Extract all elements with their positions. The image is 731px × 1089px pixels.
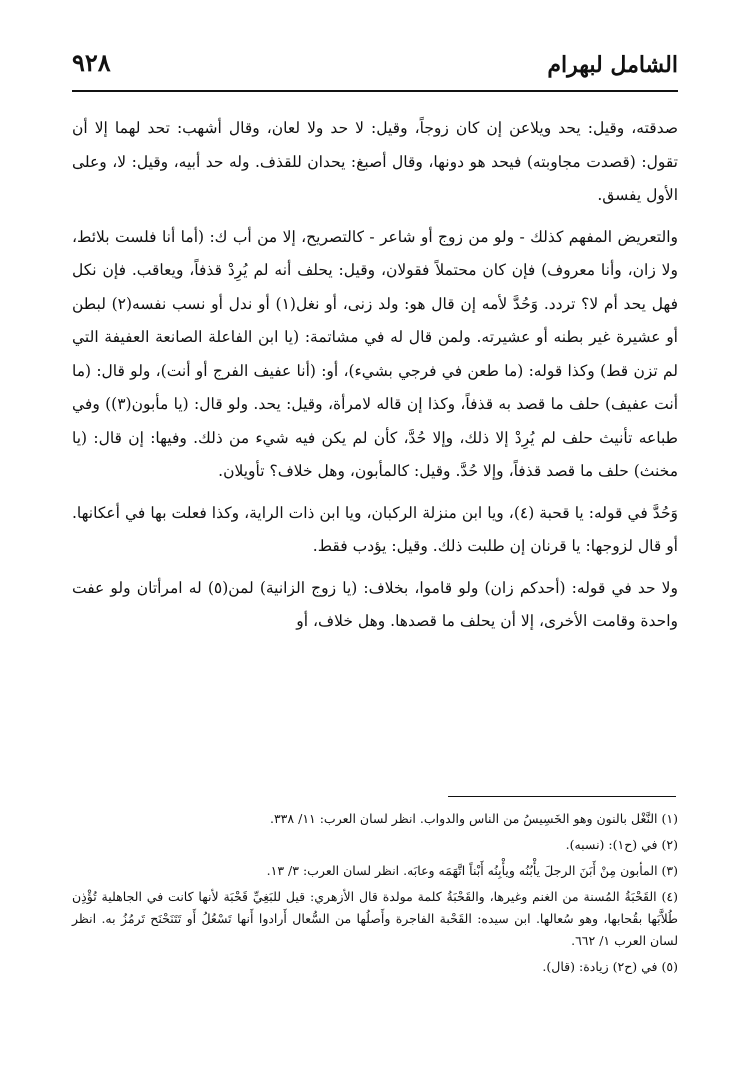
- footnotes: [72, 808, 678, 982]
- footnote-separator: [448, 796, 676, 797]
- footnote: (١) النَّغْل بالنون وهو الخَسِيسُ من الناس والدواب. انظر لسان العرب: ١١/ ٣٣٨.: [269, 811, 678, 826]
- paragraph: صدقته، وقيل: يحد ويلاعن إن كان زوجاً، وقيل: لا حد ولا لعان، وقال أشهب: تحد لهما إلا أن تقول: (قصدت مجاوبته) فيحد هو دونها، وقال أصبغ: يحدان للقذف. وله حد أبيه، وقيل: لا، وعلى الأول يفسق.: [72, 119, 678, 204]
- footnote: (٤) القَحْبَةُ المُسنة من الغنم وغيرها، والقَحْبَةُ كلمة مولدة قال الأزهري: قيل للبَغِيِّ قَحْبَة لأنها كانت في الجاهلية تُؤْذِن طُلاَّبَها بقُحابها، وهو سُعالها. ابن سيده: القَحْبة الفاجرة وأَصلُها من السُّعال أَرادوا أَنها تَسْعُلُ أَو تَتَنَحْنَح تَرمُزُ به. انظر لسان العرب ١/ ٦٦٢.: [72, 889, 678, 948]
- footnote: (٢) في (ح١): (نسبه).: [565, 837, 678, 852]
- paragraph: والتعريض المفهم كذلك - ولو من زوج أو شاعر - كالتصريح، إلا من أب ك: (أما أنا فلست بلائط، ولا زان، وأنا معروف) فإن كان محتملاً فقولان، وقيل: يحلف أنه لم يُرِدْ قذفاً، ويعاقب. فإن نكل فهل يحد أم لا؟ تردد. وَحُدَّ لأمه إن قال هو: ولد زنى، أو نغل(١) أو ندل أو نسب نفسه(٢) لبطن أو عشيرة غير بطنه أو عشيرته. ولمن قال له في مشاتمة: (يا ابن الفاعلة الصانعة العفيفة التي لم تزن قط) وكذا قوله: (ما طعن في فرجي بشيء)، أو: (أنا عفيف الفرج أو أنت)، ولو قال: (ما أنت عفيف) حلف ما قصد به قذفاً، وكذا إن قاله لامرأة، وقيل: يحد. ولو قال: (يا مأبون(٣)) وفي طباعه تأنيث حلف لم يُرِدْ إلا ذلك، وإلا حُدَّ، كأن لم يكن فيه شيء من ذلك. وفيها: إن قال: (يا مخنث) حلف ما قصد قذفاً، وإلا حُدَّ. وقيل: كالمأبون، وهل خلاف؟ تأويلان.: [72, 227, 678, 480]
- paragraph: وَحُدَّ في قوله: يا قحبة (٤)، ويا ابن منزلة الركبان، ويا ابن ذات الراية، وكذا فعلت بها في أعكانها. أو قال لزوجها: يا قرنان إن طلبت ذلك. وقيل: يؤدب فقط.: [72, 503, 679, 555]
- page-number: ٩٢٨: [72, 48, 111, 77]
- paragraph: ولا حد في قوله: (أحدكم زان) ولو قاموا، بخلاف: (يا زوج الزانية) لمن(٥) له امرأتان ولو عفت واحدة وقامت الأخرى، إلا أن يحلف ما قصدها. وهل خلاف، أو: [72, 578, 678, 630]
- page-header: [72, 46, 678, 88]
- running-title: الشامل لبهرام: [547, 52, 678, 78]
- main-text: [72, 112, 678, 639]
- footnote: (٥) في (ح٢) زيادة: (قال).: [542, 959, 678, 974]
- footnote: (٣) المأبون مِنْ أَبَنَ الرجلَ يأْبُنُه ويأْبِنُه أَبْناً اتَّهَمَه وعابَه. انظر لسان العرب: ٣/ ١٣.: [266, 863, 678, 878]
- header-rule: [72, 90, 678, 92]
